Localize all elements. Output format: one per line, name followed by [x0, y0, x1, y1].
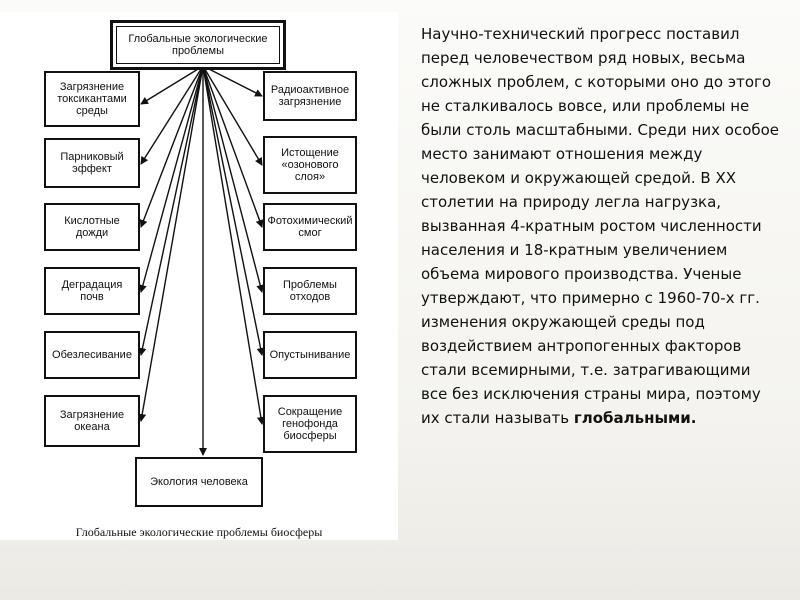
- left-box-greenhouse: Парниковый эффект: [44, 138, 140, 188]
- body-bold-ending: глобальными.: [573, 409, 697, 427]
- left-box-ocean-pollution: Загрязнение океана: [44, 395, 140, 447]
- right-box-photochemical-smog: Фотохимический смог: [263, 203, 357, 251]
- arrow-to-soil-degradation: [141, 66, 203, 292]
- left-box-acid-rain: Кислотные дожди: [44, 203, 140, 251]
- right-box-gene-pool: Сокращение генофонда биосферы: [263, 395, 357, 453]
- arrow-to-gene-pool: [203, 66, 262, 424]
- right-box-radioactive: Радиоактивное загрязнение: [263, 71, 357, 121]
- arrow-to-desertification: [203, 66, 262, 355]
- body-paragraph: Научно-технический прогресс поставил перед человечеством ряд новых, весьма сложных проблем, с которыми оно до этого не сталкивалось вовсе, или проблемы не были столь масштабными. Среди них особое место занимают отношения между человеком и окружающей средой. В XX столетии на природу легла нагрузка, вызванная 4-кратным ростом численности населения и 18-кратным увеличением объема мирового производства. Ученые утверждают, что примерно с 1960-70-х гг. изменения окружающей среды под воздействием антропогенных факторов стали всемирными, т.е. затрагивающими все без исключения страны мира, поэтому их стали называть: [421, 25, 780, 427]
- left-box-toxic-pollution: Загрязнение токсикантами среды: [44, 71, 140, 127]
- bottom-box-human-ecology: Экология человека: [135, 457, 263, 507]
- diagram-panel: [0, 12, 398, 540]
- arrow-to-ocean-pollution: [141, 66, 203, 421]
- arrow-to-waste-problems: [203, 66, 262, 292]
- arrow-to-photochemical-smog: [203, 66, 262, 227]
- right-box-desertification: Опустынивание: [263, 331, 357, 379]
- arrow-to-acid-rain: [141, 66, 203, 227]
- left-box-deforestation: Обезлесивание: [44, 331, 140, 379]
- arrow-to-deforestation: [141, 66, 203, 355]
- arrow-to-greenhouse: [141, 66, 203, 164]
- right-box-waste-problems: Проблемы отходов: [263, 267, 357, 315]
- right-box-ozone-depletion: Истощение «озонового слоя»: [263, 136, 357, 194]
- top-box-global-problems: Глобальные экологические проблемы: [110, 20, 286, 70]
- left-box-soil-degradation: Деградация почв: [44, 267, 140, 315]
- diagram-caption: Глобальные экологические проблемы биосферы: [75, 525, 323, 539]
- slide-body-text: [421, 22, 781, 430]
